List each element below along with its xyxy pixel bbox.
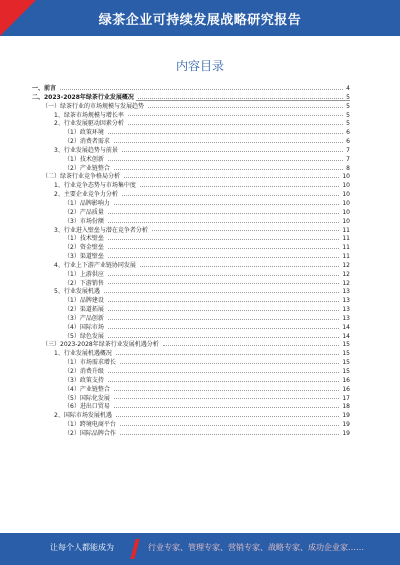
toc-entry-label: 二、2023-2028年绿茶行业发展概况 [32,93,134,101]
toc-entry-label: （3）产品创新 [64,314,104,322]
toc-entry[interactable] [32,200,350,209]
toc-entry-page: 11 [342,235,350,243]
toc-entry[interactable] [32,173,350,182]
toc-entry-label: （1）上游供应 [64,270,104,278]
toc-entry-label: （2）国际品牌合作 [64,429,116,437]
toc-entry[interactable] [32,341,350,350]
toc-entry-page: 6 [346,138,350,146]
toc-entry-page: 11 [342,244,350,252]
toc-entry[interactable] [32,350,350,359]
toc-entry-page: 8 [346,164,350,172]
toc-entry-label: 3、行业发展趋势与前景 [54,146,118,154]
toc-leader-dots [152,230,340,231]
toc-entry-page: 10 [342,217,350,225]
toc-leader-dots [120,363,340,364]
footer-separator [130,539,139,559]
toc-leader-dots [122,151,343,152]
toc-leader-dots [140,186,340,187]
toc-entry-label: （2）消费者需求 [64,138,110,146]
toc-entry-label: 一、前言 [32,85,57,92]
toc-leader-dots [128,115,343,116]
toc-entry[interactable] [32,103,350,112]
toc-entry[interactable] [32,297,350,306]
report-title: 绿茶企业可持续发展战略研究报告 [98,13,302,28]
toc-heading: 内容目录 [175,59,224,73]
toc-entry-page: 13 [342,314,350,322]
toc-entry-label: 1、行业发展机遇概况 [54,350,112,358]
toc-entry[interactable] [32,94,350,103]
toc-entry-page: 15 [342,359,350,367]
toc-entry-page: 10 [342,208,350,216]
toc-entry-label: （2）产业链整合 [64,164,110,172]
toc-entry[interactable] [32,386,350,395]
toc-leader-dots [128,124,343,125]
table-of-contents [32,85,350,439]
toc-entry-page: 15 [342,350,350,358]
toc-leader-dots [114,398,340,399]
toc-entry-page: 14 [342,323,350,331]
toc-entry-label: （2）资金壁垒 [64,244,104,252]
toc-entry-page: 12 [342,270,350,278]
toc-entry[interactable] [32,403,350,412]
toc-entry[interactable] [32,412,350,421]
toc-leader-dots [114,407,340,408]
toc-entry-label: （1）技术创新 [64,155,104,163]
toc-entry-label: （5）国际化发展 [64,394,110,402]
toc-leader-dots [108,337,340,338]
toc-entry-page: 5 [346,111,350,119]
footer-slogan: 让每个人都能成为 [50,543,114,552]
toc-entry-page: 17 [342,394,350,402]
toc-entry-label: （2）渠道拓展 [64,306,104,314]
toc-entry-page: 19 [342,421,350,429]
toc-leader-dots [108,283,340,284]
toc-entry-label: 3、行业进入壁垒与潜在竞争者分析 [54,226,148,234]
footer-roles: 行业专家、管理专家、营销专家、战略专家、成功企业家…… [148,543,364,552]
toc-entry-label: 1、行业竞争态势与市场集中度 [54,182,136,190]
toc-leader-dots [108,257,340,258]
toc-entry-label: （5）绿色发展 [64,332,104,340]
toc-entry[interactable] [32,430,350,439]
toc-leader-dots [108,248,340,249]
footer-bar [0,533,400,565]
toc-entry-label: （4）国际市场 [64,323,104,331]
toc-entry-page: 18 [342,403,350,411]
toc-entry-page: 14 [342,332,350,340]
toc-entry-page: 5 [346,102,350,110]
toc-entry-label: （2）下游销售 [64,279,104,287]
toc-entry-page: 10 [342,191,350,199]
toc-entry[interactable] [32,138,350,147]
toc-entry-label: 1、绿茶市场规模与增长率 [54,111,124,119]
toc-leader-dots [108,160,343,161]
toc-entry[interactable] [32,377,350,386]
toc-leader-dots [108,381,340,382]
toc-entry[interactable] [32,129,350,138]
toc-entry[interactable] [32,244,350,253]
toc-entry-page: 13 [342,297,350,305]
toc-entry-page: 5 [346,93,350,101]
toc-leader-dots [122,195,340,196]
toc-entry[interactable] [32,421,350,430]
toc-entry-label: （1）市场需求增长 [64,359,116,367]
toc-entry-page: 16 [342,376,350,384]
toc-entry[interactable] [32,156,350,165]
toc-entry[interactable] [32,368,350,377]
toc-entry[interactable] [32,253,350,262]
toc-entry-page: 15 [342,368,350,375]
toc-entry-page: 11 [342,226,350,234]
toc-leader-dots [104,292,340,293]
toc-entry-page: 6 [346,129,350,137]
toc-entry-label: （2）消费升级 [64,368,104,375]
toc-leader-dots [148,107,343,108]
toc-entry-label: （1）品牌影响力 [64,199,110,207]
toc-entry[interactable] [32,85,350,94]
toc-entry-label: （1）跨境电商平台 [64,421,116,429]
toc-entry-page: 7 [346,146,350,154]
toc-entry-label: 2、国际市场发展机遇 [54,412,112,420]
toc-leader-dots [108,239,340,240]
toc-leader-dots [108,310,340,311]
toc-entry[interactable] [32,218,350,227]
toc-entry-label: （二）绿茶行业竞争格局分析 [42,173,121,181]
toc-entry[interactable] [32,147,350,156]
toc-entry-label: 5、行业发展机遇 [54,288,100,296]
header-bar [0,0,400,36]
toc-entry[interactable] [32,191,350,200]
toc-leader-dots [108,213,340,214]
toc-entry[interactable] [32,271,350,280]
toc-entry-label: （一）绿茶行业的市场规模与发展趋势 [42,102,145,110]
toc-leader-dots [108,301,340,302]
toc-entry[interactable] [32,315,350,324]
toc-entry-label: （4）产业链整合 [64,385,110,393]
toc-entry-page: 12 [342,261,350,269]
toc-entry[interactable] [32,182,350,191]
toc-leader-dots [108,319,340,320]
toc-entry-label: 2、主要企业竞争力分析 [54,191,118,199]
toc-leader-dots [124,177,339,178]
toc-leader-dots [116,416,340,417]
toc-leader-dots [114,390,340,391]
toc-entry[interactable] [32,306,350,315]
toc-entry-page: 10 [342,199,350,207]
toc-entry-page: 11 [342,253,350,261]
toc-leader-dots [120,434,340,435]
toc-leader-dots [138,98,343,99]
toc-entry-page: 7 [346,155,350,163]
toc-leader-dots [114,142,343,143]
toc-leader-dots [163,345,340,346]
toc-entry-label: 2、行业发展驱动因素分析 [54,120,124,128]
toc-leader-dots [108,372,340,373]
toc-leader-dots [108,133,343,134]
toc-leader-dots [108,328,340,329]
toc-entry-label: （6）进出口贸易 [64,403,110,411]
toc-entry-page: 4 [346,85,350,92]
toc-entry[interactable] [32,235,350,244]
toc-entry-label: （三）2023-2028年绿茶行业发展机遇分析 [42,341,159,349]
toc-entry-page: 19 [342,429,350,437]
toc-entry-page: 12 [342,279,350,287]
toc-leader-dots [60,89,343,90]
toc-entry-label: （1）技术壁垒 [64,235,104,243]
toc-entry-page: 10 [342,182,350,190]
toc-leader-dots [140,266,340,267]
toc-entry-label: （1）品牌建设 [64,297,104,305]
toc-entry-page: 10 [342,173,350,181]
toc-entry-label: （3）市场份额 [64,217,104,225]
toc-entry-page: 13 [342,306,350,314]
toc-entry-label: （3）政策支持 [64,376,104,384]
toc-entry-label: （3）渠道壁垒 [64,253,104,261]
toc-entry-page: 13 [342,288,350,296]
toc-leader-dots [108,222,340,223]
toc-leader-dots [120,425,340,426]
toc-entry[interactable] [32,359,350,368]
toc-entry[interactable] [32,120,350,129]
toc-entry[interactable] [32,209,350,218]
toc-leader-dots [108,275,340,276]
toc-entry-page: 16 [342,385,350,393]
toc-entry-label: （1）政策环境 [64,129,104,137]
toc-leader-dots [114,204,340,205]
toc-leader-dots [114,169,343,170]
toc-entry[interactable] [32,288,350,297]
toc-entry-page: 5 [346,120,350,128]
toc-entry-page: 15 [342,341,350,349]
toc-entry-page: 19 [342,412,350,420]
toc-entry[interactable] [32,324,350,333]
toc-entry[interactable] [32,262,350,271]
toc-entry-label: （2）产品质量 [64,208,104,216]
toc-entry-label: 4、行业上下游产业链协同发展 [54,261,136,269]
toc-leader-dots [116,354,340,355]
